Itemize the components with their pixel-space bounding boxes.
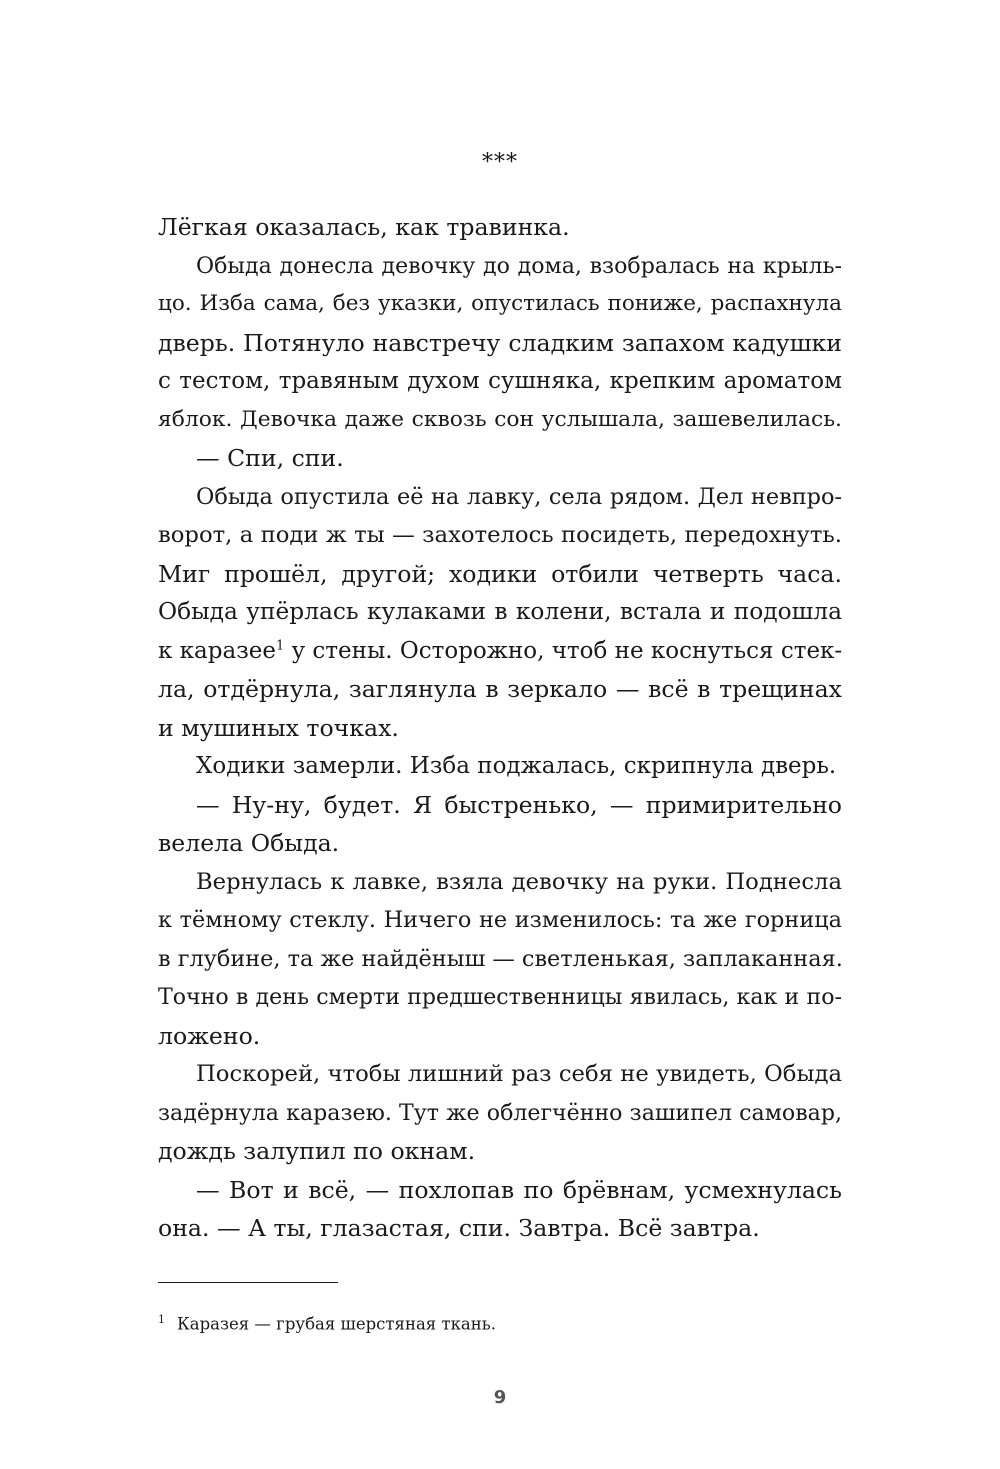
text-line-part: у стены. Осторожно, чтоб не коснуться стек- <box>284 637 843 664</box>
text-line: дверь. Потянуло навстречу сладким запахом кадушки <box>158 328 842 357</box>
text-line <box>158 632 842 671</box>
page-number: 9 <box>493 1387 507 1408</box>
footnote-reference[interactable]: 1 <box>275 637 285 653</box>
text-line: Поскорей, чтобы лишний раз себя не увидеть, Обыда <box>196 1061 842 1087</box>
text-line: она. — А ты, глазастая, спи. Завтра. Всё завтра. <box>158 1214 760 1242</box>
text-line: Вернулась к лавке, взяла девочку на руки. Поднесла <box>196 868 842 895</box>
text-line: — Ну-ну, будет. Я быстренько, — примирительно <box>196 790 842 819</box>
text-line: Обыда опустила её на лавку, села рядом. Дел невпро- <box>196 483 842 510</box>
text-line: ложено. <box>158 1021 261 1050</box>
text-line-part: к каразее <box>158 637 276 664</box>
footnote-text: Каразея — грубая шерстяная ткань. <box>177 1314 496 1334</box>
section-separator: *** <box>482 150 518 175</box>
text-line: Лёгкая оказалась, как травинка. <box>158 213 570 241</box>
text-line: — Вот и всё, — похлопав по брёвнам, усмехнулась <box>196 1175 842 1204</box>
text-line: с тестом, травяным духом сушняка, крепким ароматом <box>158 368 842 394</box>
text-line: к тёмному стеклу. Ничего не изменилось: та же горница <box>158 907 842 933</box>
text-line: дождь залупил по окнам. <box>158 1137 476 1165</box>
text-line: Обыда донесла девочку до дома, взобралась на крыль- <box>196 252 842 279</box>
text-line: и мушиных точках. <box>158 713 399 742</box>
footnote <box>158 1308 842 1337</box>
text-line: велела Обыда. <box>158 829 340 857</box>
text-line: ворот, а поди ж ты — захотелось посидеть, передохнуть. <box>158 522 842 548</box>
text-line: в глубине, та же найдёныш — светленькая, заплаканная. <box>158 945 843 972</box>
text-line: задёрнула каразею. Тут же облегчённо зашипел самовар, <box>158 1099 842 1126</box>
text-line: цо. Изба сама, без указки, опустилась пониже, распахнула <box>158 291 842 316</box>
text-line: Точно в день смерти предшественницы явилась, как и по- <box>158 984 842 1010</box>
footnote-number: 1 <box>158 1313 165 1326</box>
body-text <box>158 208 842 1248</box>
text-line: Ходики замерли. Изба поджалась, скрипнула дверь. <box>196 753 837 779</box>
text-line: Обыда упёрлась кулаками в колени, встала и подошла <box>158 598 842 625</box>
text-line: яблок. Девочка даже сквозь сон услышала, зашевелилась. <box>158 406 842 432</box>
text-line: Миг прошёл, другой; ходики отбили четверть часа. <box>158 559 842 588</box>
text-line: — Спи, спи. <box>196 444 344 472</box>
text-line: ла, отдёрнула, заглянула в зеркало — всё в трещинах <box>158 675 842 703</box>
footnote-divider <box>158 1282 338 1283</box>
